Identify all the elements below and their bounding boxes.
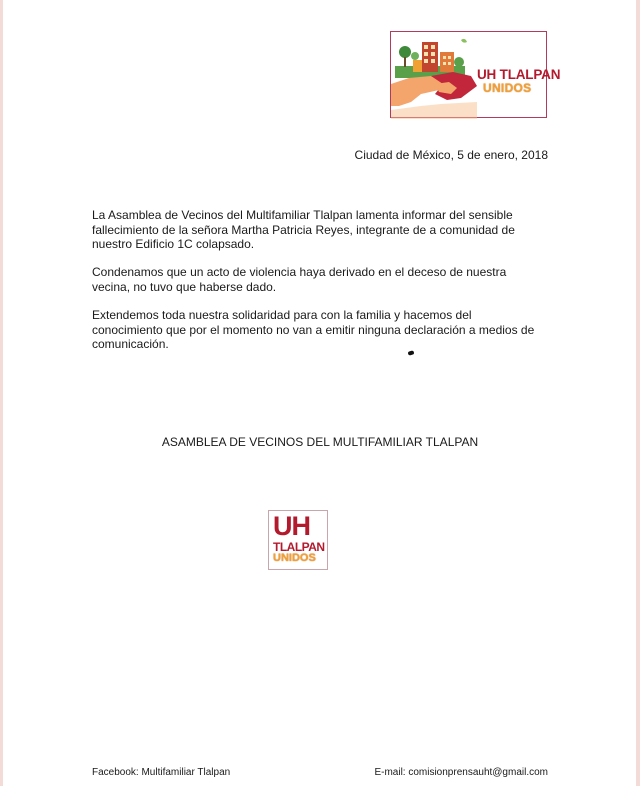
paragraph-3: Extendemos toda nuestra solidaridad para con la familia y hacemos del conocimiento que por el momento no van a emitir ninguna declaración a medios de comunicación.	[92, 308, 535, 352]
logo-title: UH TLALPAN	[477, 67, 561, 82]
ink-mark	[408, 350, 415, 355]
stamp-logo	[268, 510, 328, 570]
logo-subtitle: UNIDOS	[483, 81, 532, 95]
page-edge-left	[0, 0, 3, 786]
stamp-line-uh: UH	[273, 511, 310, 541]
paragraph-2: Condenamos que un acto de violencia haya derivado en el deceso de nuestra vecina, no tuvo que haberse dado.	[92, 265, 507, 294]
signature-line: ASAMBLEA DE VECINOS DEL MULTIFAMILIAR TLALPAN	[161, 435, 479, 449]
footer-email: E-mail: comisionprensauht@gmail.com	[374, 767, 548, 778]
header-logo	[390, 31, 561, 118]
stamp-line-tlalpan: TLALPAN	[273, 540, 325, 554]
letter-date: Ciudad de México, 5 de enero, 2018	[354, 148, 548, 162]
footer-facebook: Facebook: Multifamiliar Tlalpan	[92, 767, 231, 778]
paragraph-1: La Asamblea de Vecinos del Multifamiliar Tlalpan lamenta informar del sensible fallecimiento de la señora Martha Patricia Reyes, integrante de a comunidad de nuestro Edificio 1C colapsado.	[92, 208, 515, 252]
stamp-line-unidos: UNIDOS	[273, 552, 316, 564]
page-edge-right	[636, 0, 640, 786]
